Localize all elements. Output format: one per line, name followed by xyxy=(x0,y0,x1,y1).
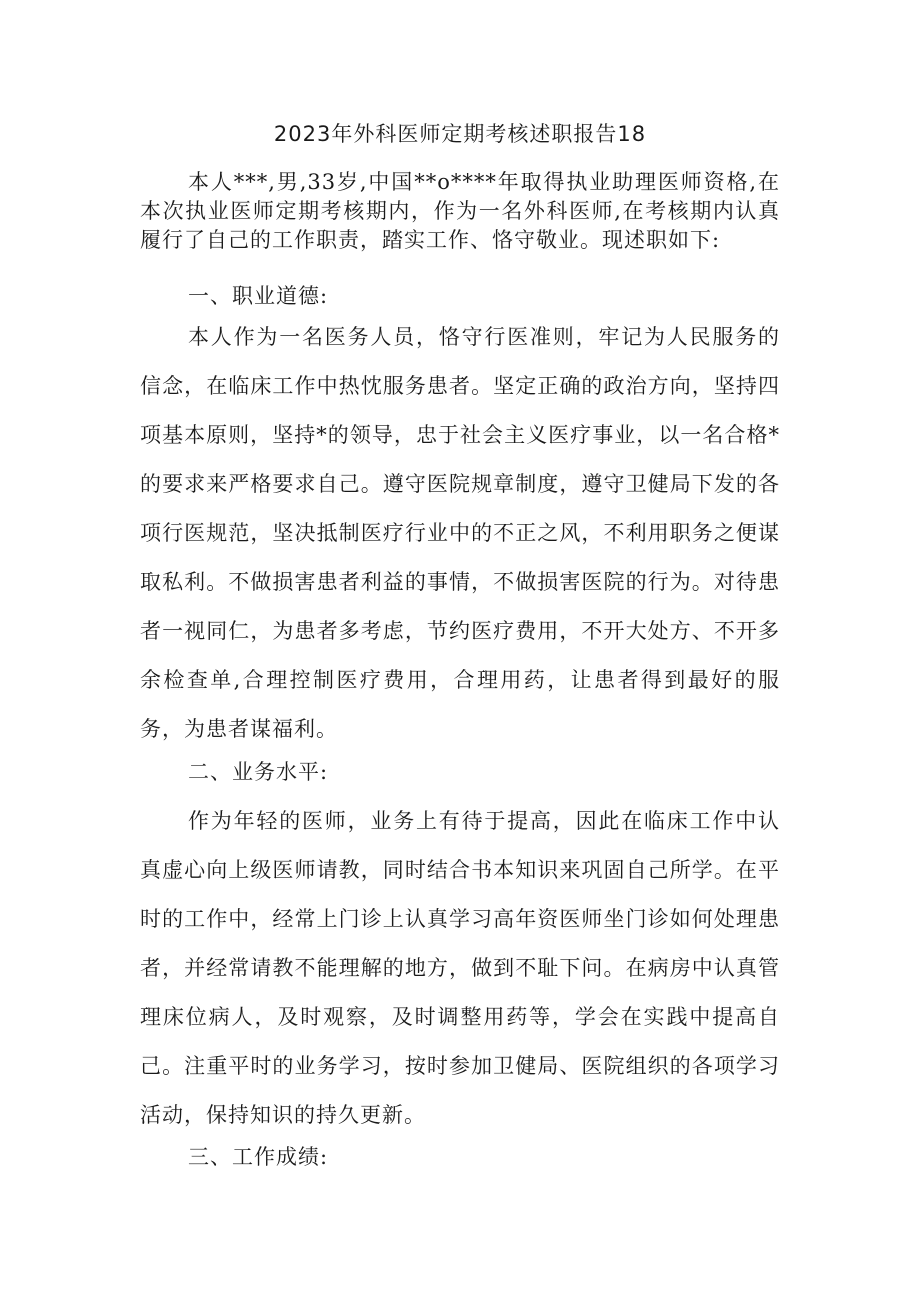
section-heading-skills: 二、业务水平: xyxy=(188,760,329,784)
intro-paragraph: 本人***,男,33岁,中国**o****年取得执业助理医师资格,在本次执业医师定期考核期内，作为一名外科医师,在考核期内认真履行了自己的工作职责，踏实工作、恪守敬业。现述职如下: xyxy=(140,170,780,252)
section-body-ethics: 本人作为一名医务人员，恪守行医准则，牢记为人民服务的信念，在临床工作中热忱服务患者。坚定正确的政治方向，坚持四项基本原则，坚持*的领导，忠于社会主义医疗事业，以一名合格*的要求来严格要求自己。遵守医院规章制度，遵守卫健局下发的各项行医规范，坚决抵制医疗行业中的不正之风，不利用职务之便谋取私利。不做损害患者利益的事情，不做损害医院的行为。对待患者一视同仁，为患者多考虑，节约医疗费用，不开大处方、不开多余检查单,合理控制医疗费用，合理用药，让患者得到最好的服务，为患者谋福利。 xyxy=(140,325,780,741)
section-heading-achievements: 三、工作成绩: xyxy=(188,1145,329,1169)
section-body-skills: 作为年轻的医师，业务上有待于提高，因此在临床工作中认真虚心向上级医师请教，同时结合书本知识来巩固自己所学。在平时的工作中，经常上门诊上认真学习高年资医师坐门诊如何处理患者，并经常请教不能理解的地方，做到不耻下问。在病房中认真管理床位病人，及时观察，及时调整用药等，学会在实践中提高自己。注重平时的业务学习，按时参加卫健局、医院组织的各项学习活动，保持知识的持久更新。 xyxy=(140,809,780,1127)
section-heading-ethics: 一、职业道德: xyxy=(188,284,329,308)
document-title: 2023年外科医师定期考核述职报告18 xyxy=(273,122,647,146)
